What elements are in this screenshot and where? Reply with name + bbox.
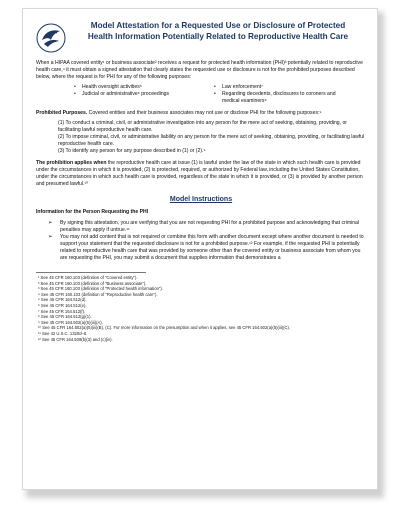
document-title [66,21,366,42]
footnotes [36,275,366,342]
instruction-text: You may not add content that is not required or combine this form with another document except where another document is needed to support your statement that the requested disclosure is not for a prohibited purpose.¹² For example, if the requested PHI is potentially related to reproductive health care that was provided by someone other than the covered entity or business associate from whom you are requesting the PHI, you may submit a document that supplies information that demonstrates a [60,234,364,261]
list-item: (2) To impose criminal, civil, or administrative liability on any person for the mere act of seeking, obtaining, providing, or facilitating lawful reproductive health care. [58,134,365,147]
list-item: • Judicial or administrative⁶ proceedings [74,91,170,97]
list-item: • Law enforcement⁷ [214,84,263,90]
intro-paragraph: When a HIPAA covered entity¹ or business associate² receives a request for protected health information (PHI)³ potentially related to reproductive health care,⁴ it must obtain a signed attestation that clearly states the requested use or disclosure is not for the prohibited purposes described below, where the request is for PHI for any of the following purposes: [36,60,363,80]
footnote: ⁵ See 45 CFR 164.512(d). [38,297,87,303]
document-header [36,21,366,53]
instruction-text: By signing this attestation, you are verifying that you are not requesting PHI for a prohibited purpose and acknowledging that criminal penalties may apply if untrue.¹¹ [60,220,360,233]
requester-info-heading: Information for the Person Requesting the PHI [36,209,149,215]
footnote: ⁶ See 45 CFR 164.512(e). [38,302,87,308]
arrow-bullet-icon: ➢ [48,234,53,240]
list-item: • Regarding decedents, disclosures to coroners and medical examiners⁸ [214,91,336,104]
footnote: ⁸ See 45 CFR 164.512(g)(1). [38,314,92,320]
title-line-2: Health Information Potentially Related to Reproductive Health Care [87,31,349,41]
footnote: ⁴ See 45 CFR 160.103 (definition of "Reproductive health care"). [38,291,158,297]
model-instructions-heading: Model Instructions [169,196,233,203]
prohibited-purposes-text: Covered entities and their business associates may not use or disclose PHI for the following purposes:⁹ [87,110,322,116]
purpose-column-left [74,84,214,105]
list-item: (3) To identify any person for any purpose described in (1) or (2).⁹ [58,148,206,154]
footnote: ¹ See 45 CFR 160.103 (definition of "Covered entity"). [38,275,138,280]
arrow-bullet-icon: ➢ [48,220,53,226]
prohibition-applies-paragraph [36,160,366,188]
list-item: • Health oversight activities⁵ [74,84,142,90]
purpose-list [36,84,366,105]
list-item [36,220,366,234]
footnote-divider [36,272,146,273]
document-page [22,8,378,490]
prohibited-purposes-heading: Prohibited Purposes. [36,110,88,116]
footnote: ⁹ See 45 CFR 164.502(a)(5)(iii)(A). [38,319,103,325]
footnote: ² See 45 CFR 160.103 (definition of "Business associate"). [38,280,147,286]
prohibition-applies-text: the reproductive health care at issue (1) is lawful under the law of the state in which such health care is provided under the circumstances in which it is provided, (2) is protected, required, or authorized by Federal law, including the United States Constitution, under the circumstances in which such health care is provided, regardless of the state in which it is provided, or (3) is provided by another person and presumed lawful.¹⁰ [36,160,363,187]
hhs-eagle-seal-icon [36,23,66,53]
footnote: ⁷ See 45 CFR 164.512(f). [38,308,86,314]
footnote: ³ See 45 CFR 160.103 (definition of "Protected health information"). [38,286,163,292]
prohibited-purposes-list [36,120,366,155]
page-content [36,21,366,342]
footnote: ¹⁰ See 45 CFR 164.502(a)(5)(iii)(B), (C). For more information on the presumption and when it applies, see 45 CFR 164.502(a)(5)(iii)(C). [38,325,291,331]
prohibition-applies-lead: The prohibition applies when [36,160,107,166]
footnote: ¹¹ See 42 U.S.C. 1320d–6. [38,330,88,336]
list-item: (1) To conduct a criminal, civil, or administrative investigation into any person for the mere act of seeking, obtaining, providing, or facilitating lawful reproductive health care. [58,120,347,133]
purpose-column-right [214,84,354,105]
footnote: ¹² See 45 CFR 164.509(b)(3) and (c)(iv). [38,336,113,342]
title-line-1: Model Attestation for a Requested Use or Disclosure of Protected [90,21,346,30]
list-item [36,234,366,262]
prohibited-purposes-paragraph [36,110,366,117]
